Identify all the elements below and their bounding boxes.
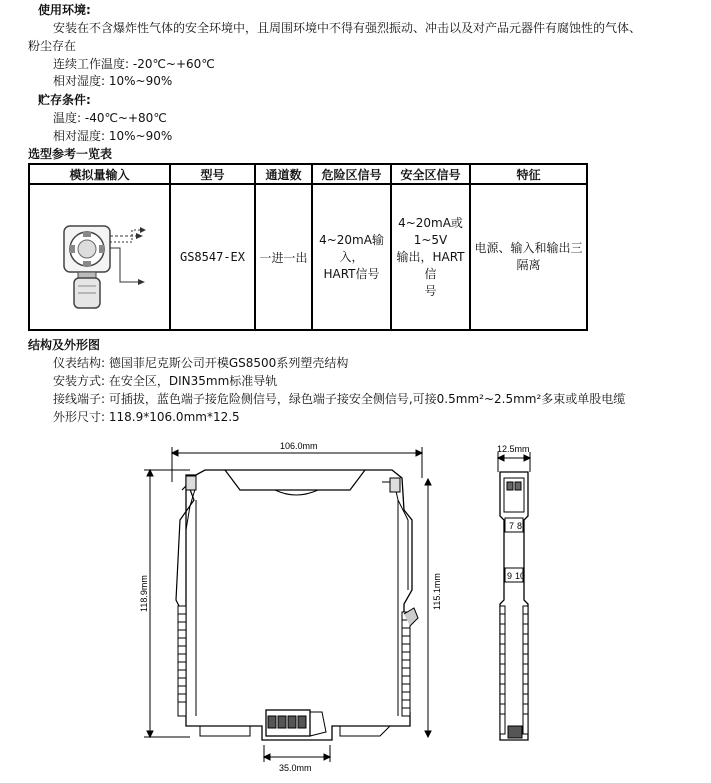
model-cell: GS8547-EX: [170, 184, 255, 330]
safe-signal-line2: 输出，HART信: [396, 249, 465, 281]
height-dimension-label: 118.9mm: [139, 575, 149, 612]
header-hazard-signal: 危险区信号: [312, 164, 391, 184]
mounting-text: 安装方式: 在安全区，DIN35mm标准导轨: [53, 374, 278, 388]
header-safe-signal: 安全区信号: [391, 164, 470, 184]
install-text-line2: 粉尘存在: [28, 39, 77, 53]
terminal-label-7: 7: [509, 521, 515, 531]
housing-text: 仪表结构: 德国菲尼克斯公司开模GS8500系列塑壳结构: [53, 356, 349, 370]
side-width-dimension-label: 12.5mm: [497, 444, 530, 454]
operating-temperature: 连续工作温度: -20℃~+60℃: [53, 57, 215, 71]
feature-line2: 隔离: [516, 258, 541, 272]
terminal-label-10: 10: [515, 571, 526, 581]
storage-humidity: 相对湿度: 10%~90%: [53, 129, 173, 143]
header-analog-input: 模拟量输入: [29, 164, 170, 184]
terminal-label-8: 8: [517, 521, 523, 531]
inner-height-dimension-label: 115.1mm: [432, 573, 442, 610]
size-text: 外形尺寸: 118.9*106.0mm*12.5: [53, 410, 240, 424]
base-dimension-label: 35.0mm: [279, 763, 312, 773]
storage-heading: 贮存条件:: [38, 93, 91, 107]
terminal-label-9: 9: [507, 571, 513, 581]
header-channels: 通道数: [255, 164, 312, 184]
safe-signal-line1: 4~20mA或1~5V: [398, 215, 463, 247]
selection-heading: 选型参考一览表: [28, 147, 113, 161]
feature-line1: 电源、输入和输出三: [474, 241, 583, 255]
install-text-line1: 安装在不含爆炸性气体的安全环境中，且周围环境中不得有强烈振动、冲击以及对产品元器件有腐蚀性的气体、: [53, 21, 642, 35]
width-dimension-label: 106.0mm: [280, 441, 318, 451]
header-feature: 特征: [470, 164, 587, 184]
header-model: 型号: [170, 164, 255, 184]
hazard-signal-line2: HART信号: [323, 266, 380, 281]
wiring-text: 接线端子: 可插拔，蓝色端子接危险侧信号，绿色端子接安全侧信号,可接0.5mm²~2.5mm²多束或单股电缆: [53, 392, 626, 406]
channels-cell: 一进一出: [255, 184, 312, 330]
structure-heading: 结构及外形图: [28, 338, 101, 352]
operating-humidity: 相对湿度: 10%~90%: [53, 74, 173, 88]
safe-signal-line3: 号: [424, 283, 437, 298]
hazard-signal-line1: 4~20mA输入，: [319, 232, 384, 264]
storage-temperature: 温度: -40℃~+80℃: [53, 111, 167, 125]
usage-env-heading: 使用环境:: [38, 3, 91, 17]
